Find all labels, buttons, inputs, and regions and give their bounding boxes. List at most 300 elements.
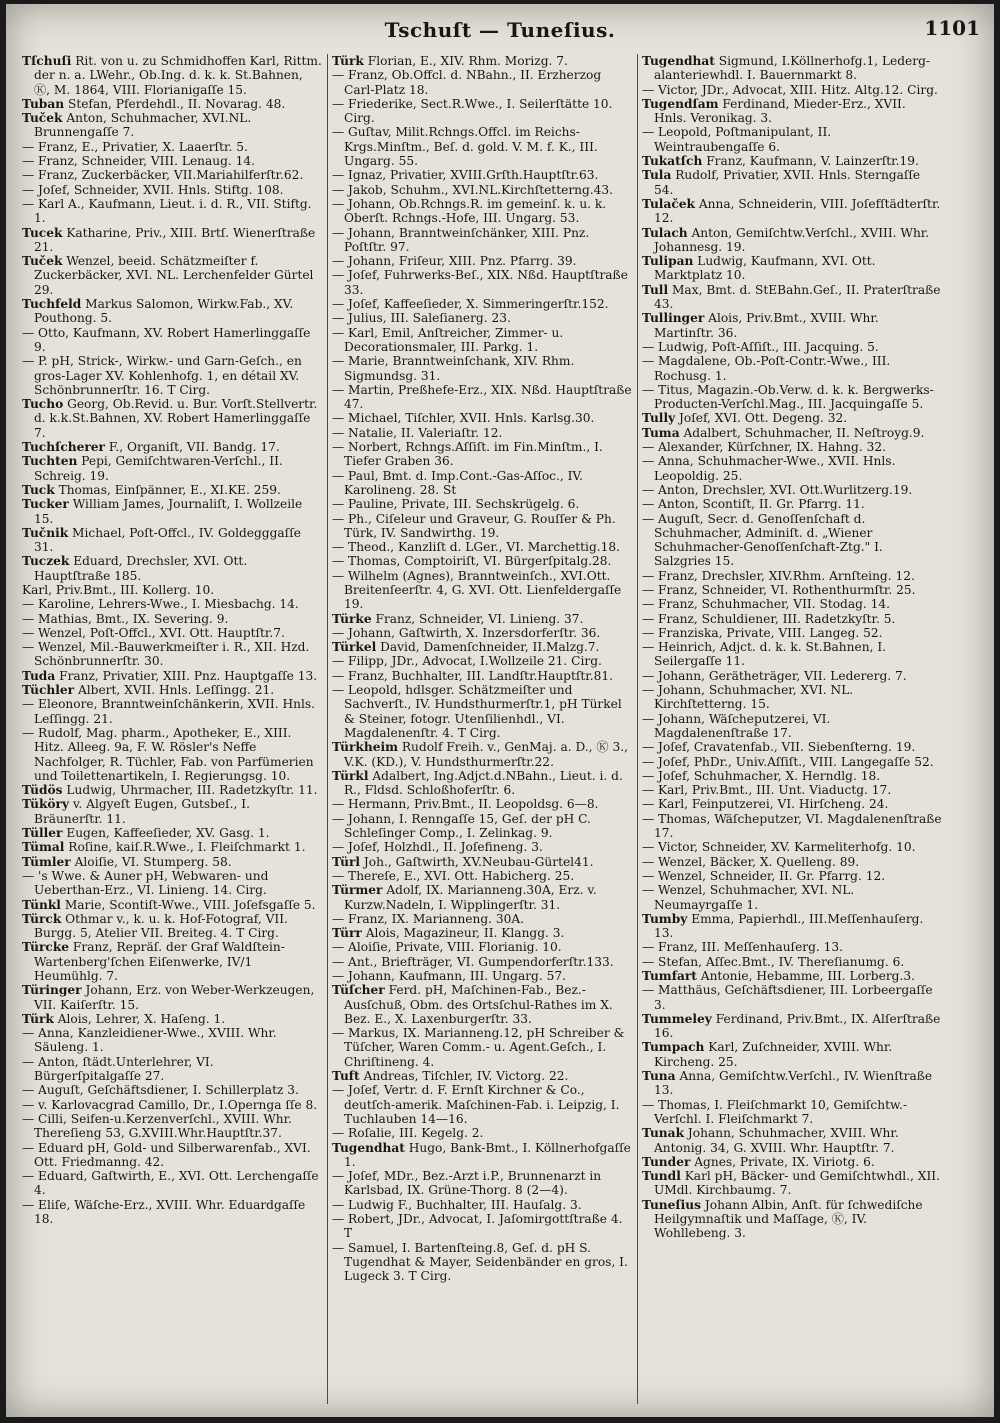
directory-entry [22, 669, 322, 683]
entry-surname: Tuček [22, 254, 63, 269]
directory-entry [332, 226, 632, 255]
entry-text: Karl, Priv.Bmt., III. Kollerg. 10. [22, 582, 215, 597]
directory-entry [22, 1169, 322, 1198]
directory-entry [22, 783, 322, 797]
entry-text: — Pauline, Private, III. Sechskrügelg. 6. [332, 497, 580, 512]
entry-text: Albert, XVII. Hnls. Leſſingg. 21. [77, 683, 275, 698]
entry-surname: Tümal [22, 840, 65, 855]
entry-text: Karl, Zuſchneider, XVIII. Whr. Kircheng. 25. [654, 1040, 893, 1069]
entry-text: — Markus, IX. Marianneng.12, pH Schreiber & Tüſcher, Waren Comm.- u. Agent.Geſch., I. Chriſtineng. 4. [332, 1026, 625, 1069]
entry-text: Emma, Papierhdl., III.Meſſenhauſerg. 13. [654, 911, 924, 941]
entry-text: — Wenzel, Schneider, II. Gr. Pfarrg. 12. [642, 868, 886, 883]
entry-text: — Joſef, MDr., Bez.-Arzt i.P., Brunnenarzt in Karlsbad, IX. Grüne-Thorg. 8 (2—4). [332, 1169, 602, 1198]
directory-entry [642, 1040, 942, 1069]
entry-text: Anna, Schneiderin, VIII. Joſefſtädterſtr. 12. [654, 196, 941, 226]
entry-surname: Tull [642, 282, 669, 297]
directory-entry [642, 583, 942, 597]
entry-text: — Johann, Gaſtwirth, X. Inzersdorferſtr. 36. [332, 625, 601, 640]
entry-text: — Joſef, Holzhdl., II. Joſefineng. 3. [332, 840, 543, 855]
entry-surname: Tumby [642, 911, 688, 926]
entry-text: — Eleonore, Branntweinſchänkerin, XVII. Hnls. Leſſingg. 21. [22, 697, 315, 726]
entry-text: — Ant., Briefträger, VI. Gumpendorferſtr.133. [332, 954, 614, 969]
entry-text: — Auguſt, Geſchäftsdiener, I. Schillerplatz 3. [22, 1083, 299, 1098]
entry-surname: Tünkl [22, 897, 61, 912]
directory-entry [642, 254, 942, 283]
entry-surname: Türkheim [332, 740, 398, 755]
entry-text: — Franz, Schuldiener, III. Radetzkyſtr. 5. [642, 611, 896, 626]
entry-text: Rudolf Freih. v., GenMaj. a. D., Ⓚ 3., V.K. (KD.), V. Hundsthurmerſtr.22. [344, 740, 628, 769]
entry-text: — v. Karlovacgrad Camillo, Dr., I.Opernga ſſe 8. [22, 1097, 318, 1112]
entry-text: — Natalie, II. Valeriaſtr. 12. [332, 425, 503, 440]
entry-text: Alois, Magazineur, II. Klangg. 3. [365, 926, 565, 941]
directory-entry [22, 526, 322, 555]
directory-entry [22, 1026, 322, 1055]
running-head: Tschuſt — Tuneſius. [384, 18, 616, 42]
directory-entry [22, 1198, 322, 1227]
entry-surname: Tuchfeld [22, 297, 82, 312]
entry-text: Sigmund, I.Köllnerhofg.1, Ledergalanteriewhdl. I. Bauernmarkt 8. [654, 54, 931, 83]
directory-entry [642, 197, 942, 226]
directory-entry [22, 326, 322, 355]
entry-surname: Tuban [22, 96, 65, 111]
entry-text: Othmar v., k. u. k. Hof-Fotograf, VII. Burgg. 5, Atelier VII. Breiteg. 4. T Cirg. [34, 911, 288, 941]
directory-entry [22, 697, 322, 726]
directory-entry [332, 912, 632, 926]
entry-surname: Türr [332, 926, 362, 941]
entry-text: — Franziska, Private, VIII. Langeg. 52. [642, 625, 883, 640]
directory-entry [642, 626, 942, 640]
entry-text: Franz, Privatier, XIII. Pnz. Hauptgaſſe 13. [59, 668, 318, 683]
directory-entry [22, 840, 322, 854]
directory-entry [22, 168, 322, 182]
entry-surname: Tugendſam [642, 96, 719, 111]
directory-entry [22, 640, 322, 669]
entry-text: Adalbert, Schuhmacher, II. Neſtroyg.9. [683, 425, 925, 440]
entry-text: Adalbert, Ing.Adjct.d.NBahn., Lieut. i. d. R., Fldsd. Schloßhoferſtr. 6. [344, 768, 623, 798]
entry-surname: Tuna [642, 1069, 676, 1084]
entry-text: Wenzel, beeid. Schätzmeiſter f. Zuckerbäcker, XVI. NL. Lerchenfelder Gürtel 29. [34, 254, 314, 297]
entry-surname: Tučnik [22, 525, 69, 540]
directory-entry [642, 840, 942, 854]
directory-entry [332, 855, 632, 869]
entry-text: — Cilli, Seifen-u.Kerzenverſchl., XVIII. Whr. Thereſieng 53, G.XVIII.Whr.Hauptſtr.37. [22, 1111, 292, 1141]
entry-text: — Johann, Gerätheträger, VII. Ledererg. 7. [642, 668, 907, 683]
directory-entry [22, 1141, 322, 1170]
directory-entry [332, 426, 632, 440]
entry-text: Ferdinand, Mieder-Erz., XVII. Hnls. Veronikag. 3. [654, 96, 906, 126]
directory-entry [642, 1155, 942, 1169]
directory-columns [22, 54, 982, 1404]
directory-entry [642, 855, 942, 869]
entry-text: Aloiſie, VI. Stumperg. 58. [74, 854, 232, 869]
directory-entry [332, 769, 632, 798]
directory-entry [332, 497, 632, 511]
entry-surname: Türinger [22, 983, 82, 998]
entry-text: Marie, Scontiſt-Wwe., VIII. Joſefsgaſſe 5. [64, 897, 316, 912]
directory-entry [332, 883, 632, 912]
entry-surname: Tunder [642, 1154, 691, 1169]
entry-surname: Tuck [22, 482, 55, 497]
entry-surname: Tüköry [22, 797, 70, 812]
directory-entry [642, 1098, 942, 1127]
entry-text: — Thomas, Comptoiriſt, VI. Bürgerſpitalg.28. [332, 554, 612, 569]
directory-entry [642, 755, 942, 769]
directory-entry [332, 983, 632, 1026]
directory-entry [22, 726, 322, 783]
directory-entry [642, 983, 942, 1012]
directory-entry [332, 740, 632, 769]
entry-surname: Tüſcher [332, 983, 385, 998]
entry-text: — Eduard, Gaſtwirth, E., XVI. Ott. Lerchengaſſe 4. [22, 1169, 319, 1198]
entry-surname: Türkl [332, 768, 369, 783]
directory-entry [22, 1012, 322, 1026]
directory-entry [332, 168, 632, 182]
directory-entry [332, 812, 632, 841]
directory-entry [332, 354, 632, 383]
entry-text: Ferd. pH, Maſchinen-Fab., Bez.-Ausſchuß, Obm. des Ortsſchul-Rathes im X. Bez. E., X. Laxenburgerſtr. 33. [344, 983, 613, 1026]
entry-text: — Wenzel, Poſt-Offcl., XVI. Ott. Hauptſtr.7. [22, 625, 285, 640]
entry-text: Johann, Schuhmacher, XVIII. Whr. Antonig. 34, G. XVIII. Whr. Hauptſtr. 7. [654, 1126, 899, 1155]
directory-entry [642, 812, 942, 841]
directory-entry [332, 268, 632, 297]
entry-text: F., Organiſt, VII. Bandg. 17. [108, 440, 280, 455]
directory-entry [642, 869, 942, 883]
entry-text: — Franz, Drechsler, XIV.Rhm. Arnſteing. 12. [642, 568, 915, 583]
entry-text: — Joſef, PhDr., Univ.Aſſiſt., VIII. Langegaſſe 52. [642, 754, 934, 769]
directory-entry [642, 340, 942, 354]
directory-entry [332, 840, 632, 854]
entry-text: Anna, Gemiſchtw.Verſchl., IV. Wienſtraße 13. [654, 1069, 933, 1098]
entry-text: — Wenzel, Bäcker, X. Quelleng. 89. [642, 854, 860, 869]
entry-text: — Hermann, Priv.Bmt., II. Leopoldsg. 6—8. [332, 797, 599, 812]
directory-entry [642, 125, 942, 154]
directory-entry [332, 183, 632, 197]
directory-entry [642, 483, 942, 497]
directory-entry [332, 311, 632, 325]
entry-surname: Tunak [642, 1126, 685, 1141]
entry-surname: Tugendhat [332, 1140, 405, 1155]
directory-entry [332, 1212, 632, 1241]
entry-text: Max, Bmt. d. StEBahn.Geſ., II. Praterſtraße 43. [654, 282, 941, 312]
entry-text: Alois, Lehrer, X. Haſeng. 1. [57, 1011, 226, 1026]
page-number: 1101 [924, 16, 980, 40]
entry-text: — Rudolf, Mag. pharm., Apotheker, E., XIII. Hitz. Alleeg. 9a, F. W. Rösler's Neffe Nachfolger, R. Tüchler, Fab. von Parfümerien und Toilettenartikeln, I. Regierungsg. 10. [22, 725, 314, 783]
entry-text: Georg, Ob.Revid. u. Bur. Vorſt.Stellvertr. d. k.k.St.Bahnen, XV. Robert Hamerlinggaſſe 7. [34, 397, 318, 440]
entry-text: David, Damenſchneider, II.Malzg.7. [380, 640, 600, 655]
entry-surname: Tuček [22, 111, 63, 126]
directory-entry [22, 254, 322, 297]
entry-text: — Aloiſie, Private, VIII. Florianig. 10. [332, 940, 562, 955]
directory-entry [22, 226, 322, 255]
entry-text: — Thereſe, E., XVI. Ott. Habicherg. 25. [332, 868, 575, 883]
directory-entry [332, 683, 632, 740]
entry-text: — Auguſt, Secr. d. Genoſſenſchaft d. Schuhmacher, Adminiſt. d. „Wiener Schuhmacher-Genoſſenſchaft-Ztg." I. Salzgries 15. [642, 511, 883, 569]
directory-entry [22, 140, 322, 154]
entry-text: — Eduard pH, Gold- und Silberwarenfab., XVI. Ott. Friedmanng. 42. [22, 1140, 311, 1169]
entry-surname: Tuchſcherer [22, 440, 105, 455]
entry-text: — Franz, Buchhalter, III. Landſtr.Hauptſtr.81. [332, 668, 614, 683]
entry-text: — Joſef, Schuhmacher, X. Herndlg. 18. [642, 768, 881, 783]
entry-text: — Karl, Feinputzerei, VI. Hirſcheng. 24. [642, 797, 889, 812]
directory-entry [332, 969, 632, 983]
directory-entry [642, 1169, 942, 1198]
directory-entry [22, 454, 322, 483]
entry-surname: Tuft [332, 1069, 360, 1084]
entry-text: Franz, Repräſ. der Graf Waldſtein-Wartenberg'ſchen Eiſenwerke, IV/1 Heumühlg. 7. [34, 940, 285, 983]
entry-text: Eduard, Drechsler, XVI. Ott. Hauptſtraße 185. [34, 554, 248, 583]
entry-text: — Franz, Schuhmacher, VII. Stodag. 14. [642, 597, 891, 612]
directory-entry [22, 855, 322, 869]
directory-page [6, 4, 994, 1417]
directory-entry [332, 926, 632, 940]
directory-entry [22, 797, 322, 826]
page-header [6, 12, 994, 48]
directory-entry [642, 1069, 942, 1098]
entry-text: — Anton, ſtädt.Unterlehrer, VI. Bürgerſpitalgaſſe 27. [22, 1054, 214, 1084]
entry-text: — Johann, Branntweinſchänker, XIII. Pnz. Poſtſtr. 97. [332, 225, 590, 254]
entry-surname: Tundl [642, 1169, 681, 1184]
directory-entry [642, 383, 942, 412]
entry-surname: Tuma [642, 425, 680, 440]
entry-text: — Karl, Emil, Anſtreicher, Zimmer- u. Decorationsmaler, III. Parkg. 1. [332, 325, 564, 354]
directory-entry [332, 297, 632, 311]
entry-text: — Johann, Schuhmacher, XVI. NL. Kirchſtetterng. 15. [642, 683, 854, 712]
directory-entry [22, 183, 322, 197]
column-3 [642, 54, 942, 1404]
entry-text: Adolf, IX. Marianneng.30A, Erz. v. Kurzw.Nadeln, I. Wipplingerſtr. 31. [344, 883, 597, 912]
entry-surname: Tulipan [642, 254, 694, 269]
entry-text: — Wenzel, Schuhmacher, XVI. NL. Neumayrgaſſe 1. [642, 883, 855, 912]
entry-text: — Johann, Ob.Rchngs.R. im gemeinſ. k. u. k. Oberſt. Rchngs.-Hofe, III. Ungarg. 53. [332, 196, 607, 226]
directory-entry [22, 154, 322, 168]
entry-text: — Joſef, Fuhrwerks-Beſ., XIX. Nßd. Hauptſtraße 33. [332, 268, 628, 297]
entry-text: — Anton, Drechsler, XVI. Ott.Wurlitzerg.19. [642, 482, 913, 497]
directory-entry [642, 569, 942, 583]
directory-entry [332, 1198, 632, 1212]
entry-surname: Türkel [332, 640, 377, 655]
directory-entry [642, 883, 942, 912]
entry-text: — Marie, Branntweinſchank, XIV. Rhm. Sigmundsg. 31. [332, 354, 575, 383]
directory-entry [22, 354, 322, 397]
directory-entry [332, 540, 632, 554]
entry-text: — Mathias, Bmt., IX. Severing. 9. [22, 611, 229, 626]
directory-entry [642, 311, 942, 340]
directory-entry [22, 683, 322, 697]
entry-text: Michael, Poſt-Offcl., IV. Goldegggaſſe 31. [34, 525, 301, 555]
directory-entry [22, 440, 322, 454]
entry-surname: Tula [642, 168, 672, 183]
entry-text: — 's Wwe. & Auner pH, Webwaren- und Ueberthan-Erz., VI. Linieng. 14. Cirg. [22, 868, 269, 898]
entry-text: — Karl A., Kaufmann, Lieut. i. d. R., VII. Stiftg. 1. [22, 196, 312, 226]
entry-surname: Türl [332, 854, 361, 869]
directory-entry [642, 54, 942, 83]
entry-text: — Anton, Scontiſt, II. Gr. Pfarrg. 11. [642, 497, 865, 512]
directory-entry [642, 955, 942, 969]
directory-entry [22, 583, 322, 597]
entry-text: — Guſtav, Milit.Rchngs.Offcl. im Reichs-Krgs.Minſtm., Beſ. d. gold. V. M. f. K., III. Ungarg. 55. [332, 125, 598, 169]
directory-entry [332, 654, 632, 668]
entry-text: — Johann, I. Renngaſſe 15, Geſ. der pH C. Schleſinger Comp., I. Zelinkag. 9. [332, 811, 591, 841]
directory-entry [642, 97, 942, 126]
entry-text: — Thomas, Wäſcheputzer, VI. Magdalenenſtraße 17. [642, 811, 942, 841]
entry-text: — Franz, Ob.Offcl. d. NBahn., II. Erzherzog Carl-Platz 18. [332, 68, 602, 97]
entry-surname: Tugendhat [642, 54, 715, 68]
entry-surname: Tüller [22, 826, 63, 841]
entry-text: — Robert, JDr., Advocat, I. Jaſomirgottſtraße 4. T [332, 1212, 623, 1241]
entry-text: — Eliſe, Wäſche-Erz., XVIII. Whr. Eduardgaſſe 18. [22, 1197, 306, 1227]
entry-surname: Tuchten [22, 454, 78, 469]
entry-surname: Türk [332, 54, 364, 68]
entry-text: — Alexander, Kürſchner, IX. Hahng. 32. [642, 440, 886, 455]
entry-text: — Titus, Magazin.-Ob.Verw. d. k. k. Bergwerks-Producten-Verſchl.Mag., III. Jacquingaſſe 5. [642, 382, 934, 412]
directory-entry [332, 254, 632, 268]
entry-text: — Johann, Friſeur, XIII. Pnz. Pfarrg. 39. [332, 254, 577, 269]
entry-text: — Joſef, Vertr. d. F. Ernſt Kirchner & Co., deutſch-amerik. Maſchinen-Fab. i. Leipzig, I. Tuchlauben 14—16. [332, 1083, 620, 1126]
directory-entry [332, 569, 632, 612]
entry-text: Eugen, Kaffeeſieder, XV. Gasg. 1. [66, 826, 270, 841]
directory-entry [22, 97, 322, 111]
entry-text: Franz, Schneider, VI. Linieng. 37. [375, 611, 584, 626]
entry-text: Karl pH, Bäcker- und Gemiſchtwhdl., XII. UMdl. Kirchbaumg. 7. [654, 1169, 940, 1198]
entry-surname: Tuczek [22, 554, 70, 569]
entry-text: — Anna, Schuhmacher-Wwe., XVII. Hnls. Leopoldig. 25. [642, 454, 896, 483]
directory-entry [642, 454, 942, 483]
directory-entry [22, 826, 322, 840]
directory-entry [22, 940, 322, 983]
directory-entry [22, 626, 322, 640]
entry-text: — Leopold, Poſtmanipulant, II. Weintraubengaſſe 6. [642, 125, 832, 154]
entry-text: — Thomas, I. Fleiſchmarkt 10, Gemiſchtw.-Verſchl. I. Fleiſchmarkt 7. [642, 1097, 907, 1126]
entry-text: — Franz, IX. Marianneng. 30A. [332, 911, 525, 926]
entry-text: — Franz, Zuckerbäcker, VII.Mariahilferſtr.62. [22, 168, 304, 183]
directory-entry [332, 68, 632, 97]
entry-text: — Franz, Schneider, VIII. Lenaug. 14. [22, 154, 256, 169]
directory-entry [22, 554, 322, 583]
directory-entry [642, 783, 942, 797]
directory-entry [22, 497, 322, 526]
directory-entry [332, 197, 632, 226]
directory-entry [332, 940, 632, 954]
directory-entry [642, 1198, 942, 1241]
directory-entry [22, 1083, 322, 1097]
entry-text: Ludwig, Uhrmacher, III. Radetzkyſtr. 11. [66, 783, 318, 798]
directory-entry [642, 497, 942, 511]
entry-text: — Heinrich, Adjct. d. k. k. St.Bahnen, I. Seilergaſſe 11. [642, 640, 887, 669]
entry-text: — Friederike, Sect.R.Wwe., I. Seilerſtätte 10. Cirg. [332, 96, 613, 126]
directory-entry [642, 712, 942, 741]
directory-entry [332, 1141, 632, 1170]
directory-entry [22, 1112, 322, 1141]
entry-text: — Julius, III. Saleſianerg. 23. [332, 311, 511, 326]
entry-text: Alois, Priv.Bmt., XVIII. Whr. Martinſtr. 36. [654, 311, 879, 340]
entry-text: Anton, Schuhmacher, XVI.NL. Brunnengaſſe 7. [34, 111, 252, 140]
directory-entry [332, 1069, 632, 1083]
entry-text: Markus Salomon, Wirkw.Fab., XV. Pouthong. 5. [34, 297, 294, 326]
column-2 [332, 54, 632, 1404]
entry-text: — Anna, Kanzleidiener-Wwe., XVIII. Whr. Säuleng. 1. [22, 1026, 277, 1055]
entry-text: — Victor, Schneider, XV. Karmeliterhofg. 10. [642, 840, 916, 855]
entry-text: Johann, Erz. von Weber-Werkzeugen, VII. Kaiſerſtr. 15. [34, 983, 315, 1012]
directory-entry [22, 197, 322, 226]
directory-entry [332, 512, 632, 541]
entry-text: — Franz, III. Meſſenhauſerg. 13. [642, 940, 844, 955]
directory-entry [22, 597, 322, 611]
entry-text: Johann Albin, Anſt. für ſchwediſche Heilgymnaſtik und Maſſage, Ⓚ, IV. Wohllebeng. 3. [654, 1197, 923, 1241]
entry-text: — Otto, Kaufmann, XV. Robert Hamerlinggaſſe 9. [22, 325, 311, 354]
column-rule [637, 54, 638, 1404]
directory-entry [332, 1026, 632, 1069]
entry-text: — Johann, Wäſcheputzerei, VI. Magdalenenſtraße 17. [642, 711, 831, 740]
entry-text: — Norbert, Rchngs.Aſſiſt. im Fin.Minſtm., I. Tiefer Graben 36. [332, 440, 603, 469]
directory-entry [332, 383, 632, 412]
directory-entry [642, 912, 942, 941]
directory-entry [332, 955, 632, 969]
directory-entry [332, 669, 632, 683]
entry-text: Antonie, Hebamme, III. Lorberg.3. [700, 969, 915, 983]
column-rule [327, 54, 328, 1404]
entry-text: Ludwig, Kaufmann, XVI. Ott. Marktplatz 10. [654, 254, 876, 283]
entry-surname: Tümler [22, 854, 71, 869]
directory-entry [642, 669, 942, 683]
entry-text: Joh., Gaſtwirth, XV.Neubau-Gürtel41. [363, 854, 594, 869]
directory-entry [642, 512, 942, 569]
column-1 [22, 54, 322, 1404]
entry-text: — Filipp, JDr., Advocat, I.Wollzeile 21. Cirg. [332, 654, 602, 669]
entry-surname: Tummeley [642, 1011, 712, 1026]
entry-text: — Wilhelm (Agnes), Branntweinſch., XVI.Ott. Breitenſeerſtr. 4, G. XVI. Ott. Lienfeldergaſſe 19. [332, 568, 622, 612]
directory-entry [22, 912, 322, 941]
entry-text: Rudolf, Privatier, XVII. Hnls. Sterngaſſe 54. [654, 168, 921, 197]
directory-entry [642, 354, 942, 383]
directory-entry [332, 1126, 632, 1140]
directory-entry [332, 411, 632, 425]
entry-text: — Michael, Tiſchler, XVII. Hnls. Karlsg.30. [332, 411, 595, 426]
directory-entry [22, 297, 322, 326]
entry-text: Thomas, Einſpänner, E., XI.KE. 259. [58, 482, 281, 497]
entry-text: — Ph., Ciſeleur und Graveur, G. Rouſſer & Ph. Türk, IV. Sandwirthg. 19. [332, 511, 616, 540]
entry-text: — Ignaz, Privatier, XVIII.Grſth.Hauptſtr.63. [332, 168, 599, 183]
directory-entry [642, 1012, 942, 1041]
entry-surname: Türcke [22, 940, 70, 955]
entry-text: v. Algyeſt Eugen, Gutsbeſ., I. Bräunerſtr. 11. [34, 797, 250, 826]
entry-text: Joſef, XVI. Ott. Degeng. 32. [679, 411, 848, 426]
directory-entry [22, 54, 322, 97]
directory-entry [22, 483, 322, 497]
directory-entry [642, 440, 942, 454]
directory-entry [332, 626, 632, 640]
directory-entry [642, 226, 942, 255]
directory-entry [332, 612, 632, 626]
entry-text: — Franz, E., Privatier, X. Laaerſtr. 5. [22, 139, 248, 154]
directory-entry [332, 1241, 632, 1284]
entry-text: — Matthäus, Geſchäftsdiener, III. Lorbeergaſſe 3. [642, 983, 933, 1012]
directory-entry [642, 683, 942, 712]
entry-text: Rit. von u. zu Schmidhoffen Karl, Rittm. der n. a. LWehr., Ob.Ing. d. k. k. St.Bahnen, Ⓚ, M. 1864, VIII. Florianigaſſe 15. [34, 54, 322, 97]
directory-entry [642, 154, 942, 168]
entry-text: — Leopold, hdlsger. Schätzmeiſter und Sachverſt., IV. Hundsthurmerſtr.1, pH Türkel & Steiner, fotogr. Utenſilienhdl., VI. Magdalenenſtr. 4. T Cirg. [332, 683, 622, 740]
entry-text: — Magdalene, Ob.-Poſt-Contr.-Wwe., III. Rochusg. 1. [642, 354, 891, 383]
directory-entry [332, 440, 632, 469]
entry-text: Andreas, Tiſchler, IV. Victorg. 22. [363, 1069, 569, 1084]
entry-surname: Tumpach [642, 1040, 705, 1055]
entry-surname: Tucker [22, 497, 69, 512]
entry-text: Anton, Gemiſchtw.Verſchl., XVIII. Whr. Johannesg. 19. [654, 225, 930, 254]
directory-entry [642, 168, 942, 197]
entry-surname: Tüdös [22, 783, 63, 798]
directory-entry [642, 411, 942, 425]
entry-text: — Roſalie, III. Kegelg. 2. [332, 1126, 484, 1141]
directory-entry [332, 869, 632, 883]
